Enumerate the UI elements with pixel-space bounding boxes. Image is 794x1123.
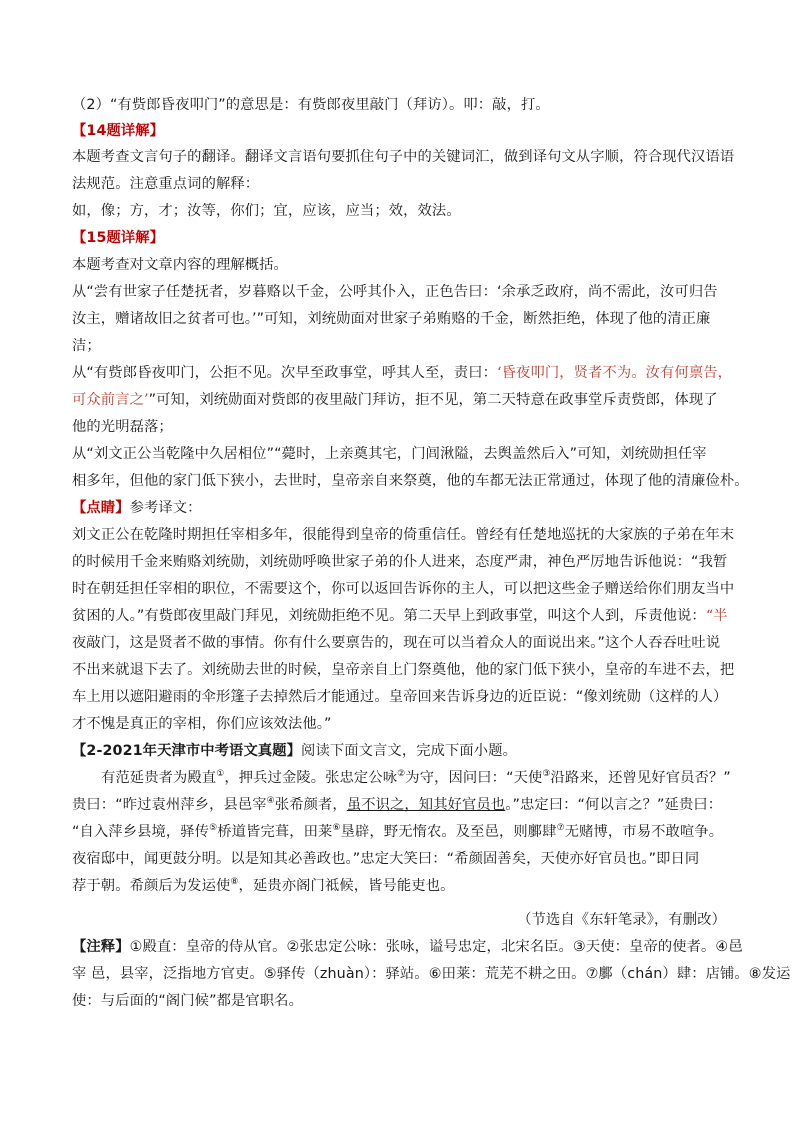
paragraph-line: 法规范。注意重点词的解释： xyxy=(72,176,260,192)
text-span: ，延贵亦阁门祗候，皆号能吏也。 xyxy=(238,878,455,894)
translation-line: 时在朝廷担任宰相的职位，不需要这个，你可以返回告诉你的主人，可以把这些金子赠送给你们朋友当中 xyxy=(72,581,735,597)
quote-span: 可众前言之’ xyxy=(72,392,149,408)
notes-line: 使：与后面的“阁门候”都是官职名。 xyxy=(72,993,303,1009)
paragraph-line xyxy=(72,390,732,410)
classical-text-line xyxy=(72,876,732,896)
footnote-marker: ⑧ xyxy=(230,877,239,888)
notes-line: 宰 邑，县宰，泛指地方官吏。⑤驿传（zhuàn）：驿站。⑥田莱：荒芜不耕之田。⑦鄽（chán）肆：店铺。⑧发运 xyxy=(72,966,791,982)
paragraph-line: 相多年，但他的家门低下狭小，去世时，皇帝亲自来祭奠，他的车都无法正常通过，体现了他的清廉俭朴。 xyxy=(72,473,749,489)
text-span: 无赌博，市易不敢喧争。 xyxy=(564,824,724,840)
paragraph-line: 他的光明磊落； xyxy=(72,419,173,435)
classical-text-line: 夜宿邸中，闻更鼓分明。以是知其必善政也。”忠定大笑曰：“希颜固善矣，天使亦好官员也。”即日同 xyxy=(72,851,700,867)
text-span: 桥道皆完葺，田莱 xyxy=(217,824,333,840)
footnote-marker: ⑤ xyxy=(209,823,218,834)
footnote-marker: ④ xyxy=(266,796,275,807)
paragraph-line: 汝主，赠诸故旧之贫者可也。’”可知，刘统勋面对世家子弟贿赂的千金，断然拒绝，体现了他的清正廉 xyxy=(72,311,711,327)
classical-text-line xyxy=(72,795,732,815)
footnote-marker: ① xyxy=(216,769,225,780)
underlined-sentence: 虽不识之，知其好官员也 xyxy=(346,797,506,813)
text-span: 贵曰：“昨过袁州萍乡，县邑宰 xyxy=(72,797,267,813)
text-span: 参考译文： xyxy=(129,500,202,516)
text-span: 阅读下面文言文，完成下面小题。 xyxy=(301,743,517,759)
translation-line: 夜敲门，这是贤者不做的事情。你有什么要禀告的，现在可以当着众人的面说出来。”这个人吞吞吐吐说 xyxy=(72,635,721,651)
text-span: ①殿直：皇帝的侍从官。②张忠定公咏：张咏，谥号忠定，北宋名臣。③天使：皇帝的使者。④邑 xyxy=(129,939,743,955)
translation-line xyxy=(72,606,732,626)
text-span: 沿路来，还曾见好官员否？” xyxy=(550,770,731,786)
text-span: 从“有赀郎昏夜叩门，公拒不见。次早至政事堂，呼其人至，责曰： xyxy=(72,365,498,381)
text-span: 。”忠定曰：“何以言之？”延贵曰： xyxy=(505,797,723,813)
translation-line: 车上用以遮阳避雨的伞形篷子去掉然后才能通过。皇帝回来告诉身边的近臣说：“像刘统勋（这样的人） xyxy=(72,689,728,705)
text-span: ，押兵过金陵。张忠定公咏 xyxy=(224,770,398,786)
notes-label: 【注释】 xyxy=(72,939,130,955)
paragraph-line: 从“刘文正公当乾隆中久居相位”“薨时，上亲奠其宅，门闾湫隘，去舆盖然后入”可知，刘统勋担任宰 xyxy=(72,446,707,462)
source-citation: （节选自《东轩笔录》，有删改） xyxy=(517,912,726,928)
classical-text-line xyxy=(101,768,731,788)
paragraph-line: 如，像；方，才；汝等，你们；宜，应该，应当；效，效法。 xyxy=(72,203,461,219)
text-span: 荐于朝。希颜后为发运使 xyxy=(72,878,231,894)
translation-line: 刘文正公在乾隆时期担任宰相多年，很能得到皇帝的倚重信任。曾经有任楚地巡抚的大家族的子弟在年末 xyxy=(72,527,735,543)
text-span: ”可知，刘统勋面对赀郎的夜里敲门拜访，拒不见，第二天特意在政事堂斥责赀郎，体现了 xyxy=(148,392,718,408)
quote-span: “半 xyxy=(705,608,728,624)
dianjing-heading xyxy=(72,498,732,518)
question-intro xyxy=(72,741,732,761)
footnote-marker: ③ xyxy=(542,769,551,780)
footnote-marker: ② xyxy=(397,769,406,780)
translation-line: 才不愧是真正的宰相，你们应该效法他。” xyxy=(72,716,332,732)
section-heading-15: 【15题详解】 xyxy=(72,230,165,246)
text-span: 有范延贵者为殿直 xyxy=(101,770,217,786)
footnote-marker: ⑥ xyxy=(332,823,341,834)
paragraph-line: 本题考查文言句子的翻译。翻译文言语句要抓住句子中的关键词汇，做到译句文从字顺，符合现代汉语语 xyxy=(72,149,735,165)
answer-line: （2）“有赀郎昏夜叩门”的意思是：有赀郎夜里敲门（拜访）。叩：敲，打。 xyxy=(72,97,550,113)
text-span: 贫困的人。”有赀郎夜里敲门拜见，刘统勋拒绝不见。第二天早上到政事堂，叫这个人到，斥责他说： xyxy=(72,608,706,624)
text-span: 张希颜者， xyxy=(274,797,347,813)
footnote-marker: ⑦ xyxy=(556,823,565,834)
translation-line: 的时候用千金来贿赂刘统勋，刘统勋呼唤世家子弟的仆人进来，态度严肃，神色严厉地告诉他说：“我暂 xyxy=(72,554,728,570)
text-span: 为守，因问曰：“天使 xyxy=(405,770,543,786)
section-heading-14: 【14题详解】 xyxy=(72,123,165,139)
classical-text-line xyxy=(72,822,732,842)
translation-line: 不出来就退下去了。刘统勋去世的时候，皇帝亲自上门祭奠他，他的家门低下狭小，皇帝的车进不去，把 xyxy=(72,662,735,678)
text-span: “自入萍乡县境，驿传 xyxy=(72,824,210,840)
text-span: 垦辟，野无惰农。及至邑，则鄽肆 xyxy=(340,824,557,840)
paragraph-line xyxy=(72,363,732,383)
notes-line xyxy=(72,937,743,957)
quote-span: ‘昏夜叩门，贤者不为。汝有何禀告， xyxy=(497,365,733,381)
paragraph-line: 本题考查对文章内容的理解概括。 xyxy=(72,257,288,273)
question-source-heading: 【2-2021年天津市中考语文真题】 xyxy=(72,743,302,759)
paragraph-line: 从“尝有世家子任楚抚者，岁暮赂以千金，公呼其仆入，正色告曰：‘余承乏政府，尚不需此，汝可归告 xyxy=(72,284,718,300)
section-heading-dianjing: 【点睛】 xyxy=(72,500,130,516)
paragraph-line: 洁； xyxy=(72,338,101,354)
